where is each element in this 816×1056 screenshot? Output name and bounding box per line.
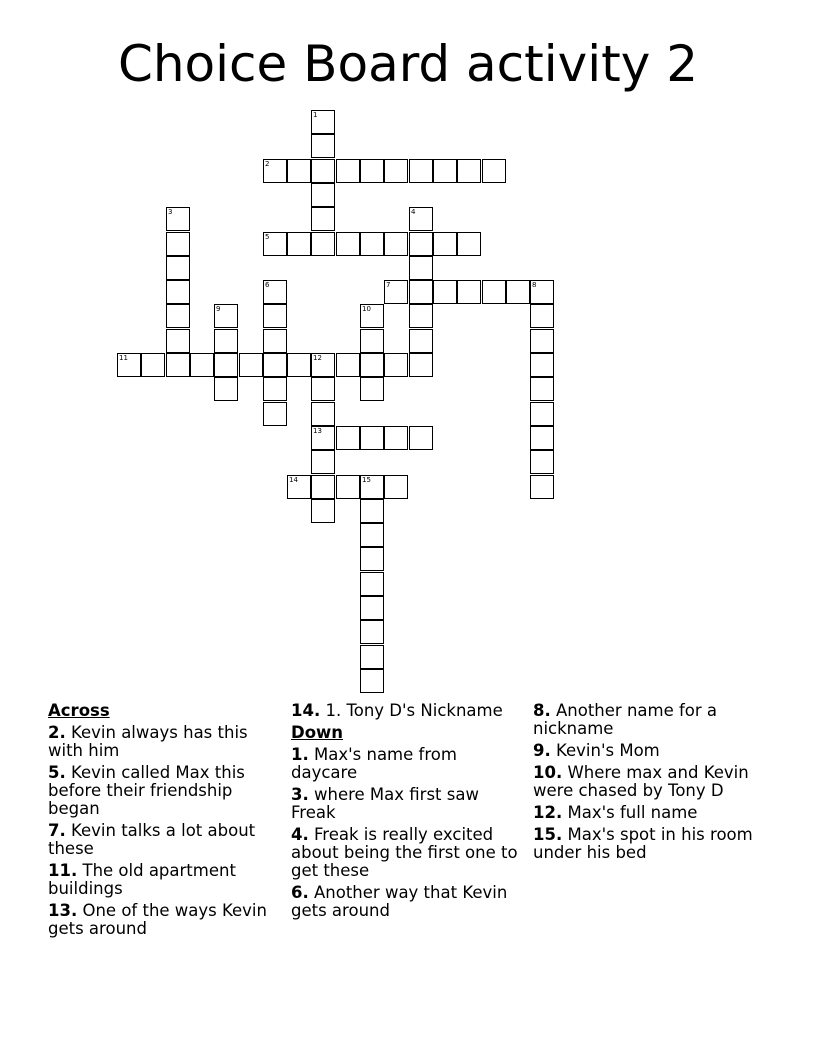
crossword-cell[interactable] [360, 475, 384, 499]
crossword-cell[interactable] [360, 572, 384, 596]
clue-text: Max's name from daycare [291, 745, 457, 782]
clue-number-label: 12 [313, 354, 322, 362]
clue-number: 15. [533, 825, 563, 844]
clue-number-label: 8 [532, 281, 537, 289]
clue-text: where Max first saw Freak [291, 785, 479, 822]
clue-number: 10. [533, 763, 563, 782]
crossword-cell[interactable] [166, 304, 190, 328]
clue-number: 2. [48, 723, 66, 742]
clue-number-label: 5 [265, 233, 270, 241]
crossword-cell[interactable] [214, 304, 238, 328]
crossword-cell[interactable] [409, 329, 433, 353]
crossword-cell[interactable] [263, 402, 287, 426]
crossword-cell[interactable] [311, 499, 335, 523]
clue-number: 7. [48, 821, 66, 840]
crossword-cell[interactable] [311, 110, 335, 134]
crossword-cell[interactable] [384, 232, 408, 256]
crossword-cell[interactable] [409, 256, 433, 280]
clue-number: 9. [533, 741, 551, 760]
clue-number-label: 3 [168, 208, 173, 216]
crossword-cell[interactable] [409, 426, 433, 450]
crossword-cell[interactable] [263, 329, 287, 353]
crossword-cell[interactable] [482, 159, 506, 183]
crossword-cell[interactable] [263, 353, 287, 377]
crossword-cell[interactable] [530, 475, 554, 499]
crossword-cell[interactable] [311, 159, 335, 183]
crossword-cell[interactable] [482, 280, 506, 304]
crossword-cell[interactable] [214, 377, 238, 401]
clue-number-label: 9 [216, 305, 221, 313]
crossword-cell[interactable] [287, 353, 311, 377]
clue-text: Kevin called Max this before their friendship began [48, 763, 245, 818]
clue-number: 5. [48, 763, 66, 782]
crossword-cell[interactable] [384, 280, 408, 304]
crossword-cell[interactable] [360, 596, 384, 620]
clue-number-label: 4 [411, 208, 416, 216]
crossword-cell[interactable] [457, 232, 481, 256]
crossword-cell[interactable] [409, 159, 433, 183]
crossword-cell[interactable] [360, 669, 384, 693]
crossword-cell[interactable] [311, 426, 335, 450]
clue-text: Max's full name [567, 803, 698, 822]
clue-number-label: 1 [313, 111, 318, 119]
crossword-cell[interactable] [239, 353, 263, 377]
crossword-cell[interactable] [360, 499, 384, 523]
clue-number: 8. [533, 701, 551, 720]
clue-across-14 [291, 702, 527, 720]
clue-down-10 [533, 764, 769, 800]
crossword-cell[interactable] [166, 232, 190, 256]
down-heading: Down [291, 723, 344, 742]
clue-number: 4. [291, 825, 309, 844]
crossword-cell[interactable] [530, 280, 554, 304]
crossword-cell[interactable] [530, 402, 554, 426]
crossword-cell[interactable] [311, 402, 335, 426]
crossword-cell[interactable] [311, 207, 335, 231]
crossword-cell[interactable] [384, 159, 408, 183]
clue-number: 13. [48, 901, 78, 920]
clue-across-5 [48, 764, 284, 818]
clue-number-label: 2 [265, 160, 270, 168]
crossword-cell[interactable] [141, 353, 165, 377]
clue-number-label: 14 [289, 476, 298, 484]
crossword-cell[interactable] [457, 280, 481, 304]
clue-number: 14. [291, 701, 321, 720]
crossword-cell[interactable] [360, 547, 384, 571]
crossword-cell[interactable] [311, 232, 335, 256]
clue-number: 12. [533, 803, 563, 822]
crossword-cell[interactable] [263, 304, 287, 328]
clue-text: 1. Tony D's Nickname [325, 701, 503, 720]
crossword-cell[interactable] [360, 645, 384, 669]
crossword-cell[interactable] [384, 426, 408, 450]
crossword-cell[interactable] [311, 183, 335, 207]
clue-text: Freak is really excited about being the first one to get these [291, 825, 518, 880]
crossword-cell[interactable] [506, 280, 530, 304]
clue-down-15 [533, 826, 769, 862]
crossword-cell[interactable] [166, 207, 190, 231]
clue-number: 3. [291, 785, 309, 804]
clue-number-label: 11 [119, 354, 128, 362]
crossword-cell[interactable] [263, 159, 287, 183]
crossword-cell[interactable] [166, 329, 190, 353]
clue-text: Max's spot in his room under his bed [533, 825, 753, 862]
clue-down-9 [533, 742, 769, 760]
crossword-cell[interactable] [409, 280, 433, 304]
crossword-cell[interactable] [336, 232, 360, 256]
crossword-cell[interactable] [384, 475, 408, 499]
clue-column-3 [533, 702, 769, 866]
clue-down-3 [291, 786, 527, 822]
crossword-cell[interactable] [433, 280, 457, 304]
crossword-cell[interactable] [530, 304, 554, 328]
crossword-cell[interactable] [360, 329, 384, 353]
crossword-cell[interactable] [409, 207, 433, 231]
clue-number-label: 7 [386, 281, 391, 289]
crossword-cell[interactable] [263, 232, 287, 256]
clue-number: 1. [291, 745, 309, 764]
crossword-cell[interactable] [287, 159, 311, 183]
clue-number-label: 15 [362, 476, 371, 484]
crossword-cell[interactable] [384, 353, 408, 377]
clue-down-12 [533, 804, 769, 822]
crossword-cell[interactable] [409, 232, 433, 256]
crossword-cell[interactable] [166, 256, 190, 280]
crossword-cell[interactable] [360, 377, 384, 401]
crossword-cell[interactable] [409, 353, 433, 377]
crossword-cell[interactable] [117, 353, 141, 377]
clue-across-2 [48, 724, 284, 760]
crossword-cell[interactable] [409, 304, 433, 328]
clue-number-label: 10 [362, 305, 371, 313]
clue-down-8 [533, 702, 769, 738]
crossword-cell[interactable] [287, 232, 311, 256]
crossword-cell[interactable] [530, 450, 554, 474]
crossword-cell[interactable] [433, 159, 457, 183]
crossword-cell[interactable] [214, 329, 238, 353]
clue-number-label: 13 [313, 427, 322, 435]
crossword-cell[interactable] [287, 475, 311, 499]
clue-down-1 [291, 746, 527, 782]
crossword-cell[interactable] [530, 426, 554, 450]
crossword-cell[interactable] [360, 523, 384, 547]
clue-column-1 [48, 702, 284, 942]
crossword-cell[interactable] [360, 232, 384, 256]
clue-text: Kevin always has this with him [48, 723, 248, 760]
clue-text: Kevin's Mom [556, 741, 660, 760]
crossword-cell[interactable] [530, 353, 554, 377]
crossword-cell[interactable] [311, 353, 335, 377]
crossword-cell[interactable] [360, 426, 384, 450]
clue-number-label: 6 [265, 281, 270, 289]
crossword-cell[interactable] [336, 426, 360, 450]
crossword-cell[interactable] [530, 329, 554, 353]
clue-text: Kevin talks a lot about these [48, 821, 256, 858]
clue-text: Another way that Kevin gets around [291, 883, 508, 920]
page-title: Choice Board activity 2 [117, 35, 699, 93]
crossword-cell[interactable] [360, 620, 384, 644]
clue-text: The old apartment buildings [48, 861, 236, 898]
clue-number: 11. [48, 861, 78, 880]
crossword-cell[interactable] [336, 353, 360, 377]
crossword-cell[interactable] [336, 475, 360, 499]
crossword-cell[interactable] [311, 475, 335, 499]
clue-across-13 [48, 902, 284, 938]
clue-text: One of the ways Kevin gets around [48, 901, 267, 938]
clue-down-4 [291, 826, 527, 880]
crossword-cell[interactable] [311, 450, 335, 474]
clue-down-6 [291, 884, 527, 920]
crossword-cell[interactable] [360, 304, 384, 328]
crossword-cell[interactable] [530, 377, 554, 401]
crossword-cell[interactable] [311, 377, 335, 401]
crossword-cell[interactable] [311, 134, 335, 158]
crossword-cell[interactable] [263, 377, 287, 401]
crossword-cell[interactable] [166, 280, 190, 304]
crossword-cell[interactable] [214, 353, 238, 377]
clue-across-7 [48, 822, 284, 858]
clue-column-2 [291, 702, 527, 924]
crossword-cell[interactable] [263, 280, 287, 304]
clue-across-11 [48, 862, 284, 898]
crossword-cell[interactable] [336, 159, 360, 183]
clue-text: Another name for a nickname [533, 701, 718, 738]
crossword-cell[interactable] [457, 159, 481, 183]
crossword-cell[interactable] [360, 353, 384, 377]
clue-number: 6. [291, 883, 309, 902]
crossword-cell[interactable] [360, 159, 384, 183]
crossword-cell[interactable] [433, 232, 457, 256]
clue-text: Where max and Kevin were chased by Tony D [533, 763, 749, 800]
crossword-cell[interactable] [190, 353, 214, 377]
crossword-cell[interactable] [166, 353, 190, 377]
across-heading: Across [48, 701, 110, 720]
